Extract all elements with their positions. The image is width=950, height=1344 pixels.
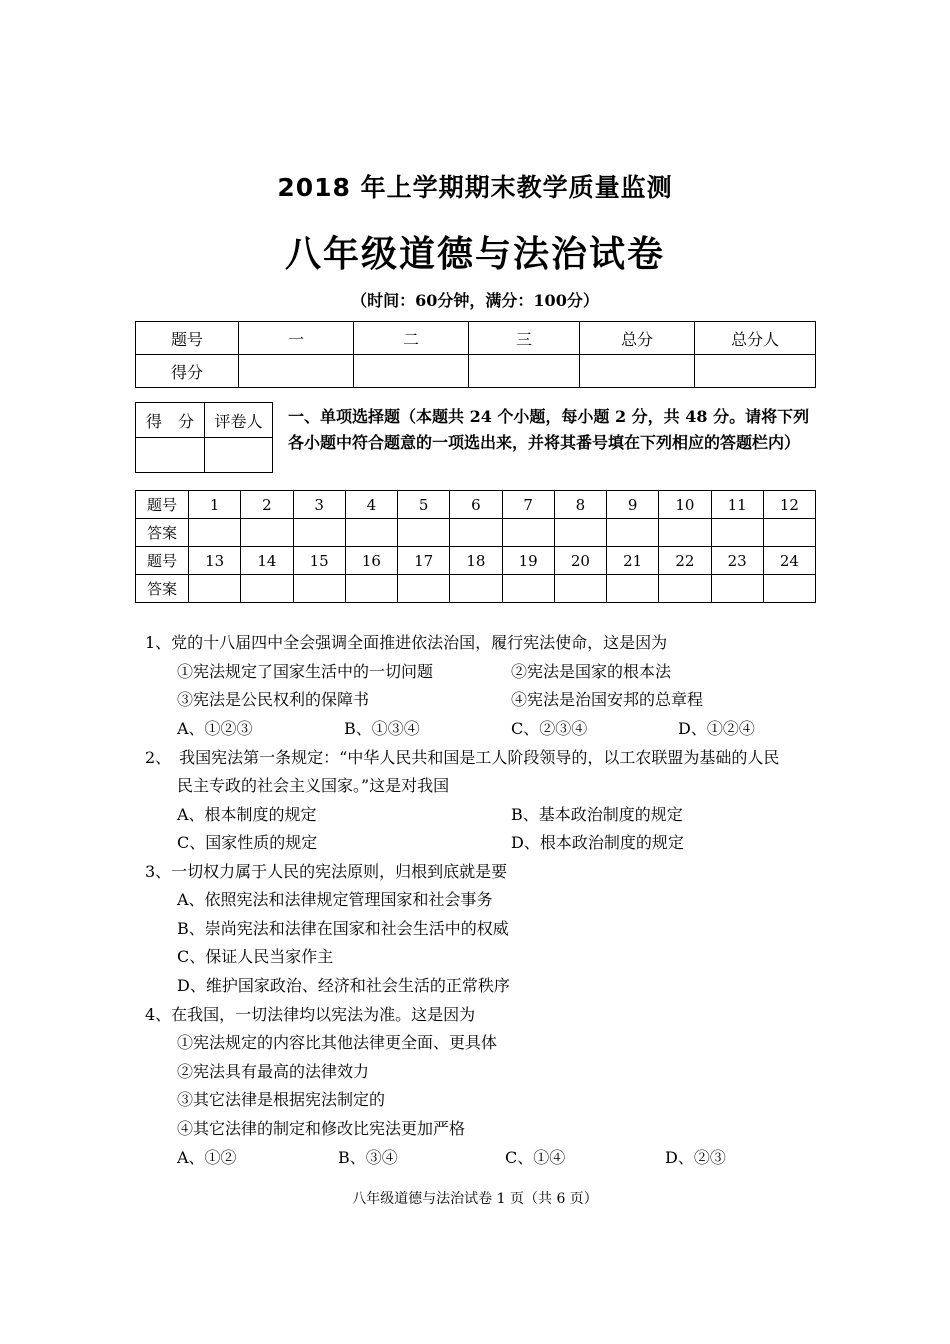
q4-statement-1: ①宪法规定的内容比其他法律更全面、更具体 [177, 1033, 498, 1052]
answer-cell[interactable] [711, 519, 763, 547]
q4-option-d[interactable]: D、②③ [665, 1148, 726, 1167]
q1-option-c[interactable]: C、②③④ [511, 719, 588, 738]
q2-stem-line2: 民主专政的社会主义国家。”这是对我国 [177, 776, 450, 795]
answer-num-15: 15 [293, 547, 345, 575]
exam-subtitle: （时间：60分钟，满分：100分） [351, 291, 599, 310]
answer-cell[interactable] [659, 519, 711, 547]
q1-option-d[interactable]: D、①②④ [678, 719, 755, 738]
score-col-grader: 总分人 [695, 322, 816, 355]
score-col-3: 三 [469, 322, 580, 355]
score-col-1: 一 [239, 322, 354, 355]
grader-score-cell[interactable] [136, 438, 205, 473]
section1-heading: 一、单项选择题（本题共 24 个小题，每小题 2 分，共 48 分。请将下列各小题中符合题意的一项选出来，并将其番号填在下列相应的答题栏内） [288, 407, 810, 452]
q3-option-b[interactable]: B、崇尚宪法和法律在国家和社会生活中的权威 [177, 919, 509, 938]
q3-option-a[interactable]: A、依照宪法和法律规定管理国家和社会事务 [177, 890, 493, 909]
q4-statement-2: ②宪法具有最高的法律效力 [177, 1062, 370, 1081]
q2-option-b[interactable]: B、基本政治制度的规定 [511, 805, 683, 824]
answer-cell[interactable] [345, 519, 397, 547]
answer-ans-label: 答案 [136, 519, 189, 547]
score-cell[interactable] [580, 355, 695, 388]
answer-cell[interactable] [241, 519, 293, 547]
answer-cell[interactable] [398, 575, 450, 603]
score-col-total: 总分 [580, 322, 695, 355]
exam-title-line2: 八年级道德与法治试卷 [284, 233, 665, 275]
answer-cell[interactable] [189, 575, 241, 603]
score-cell[interactable] [469, 355, 580, 388]
q4-option-a[interactable]: A、①② [177, 1148, 237, 1167]
q3-option-d[interactable]: D、维护国家政治、经济和社会生活的正常秩序 [177, 976, 510, 995]
score-cell[interactable] [239, 355, 354, 388]
q2-stem-line1: 2、 我国宪法第一条规定：“中华人民共和国是工人阶段领导的，以工农联盟为基础的人民 [145, 748, 780, 767]
answer-num-18: 18 [450, 547, 502, 575]
answer-num-23: 23 [711, 547, 763, 575]
q1-option-b[interactable]: B、①③④ [344, 719, 420, 738]
answer-cell[interactable] [450, 575, 502, 603]
exam-title-line1: 2018 年上学期期末教学质量监测 [277, 173, 673, 202]
answer-num-13: 13 [189, 547, 241, 575]
answer-num-12: 12 [763, 491, 815, 519]
q1-statement-1: ①宪法规定了国家生活中的一切问题 [177, 662, 434, 681]
answer-num-20: 20 [554, 547, 606, 575]
answer-num-9: 9 [607, 491, 659, 519]
grader-box [135, 402, 273, 473]
score-table [135, 321, 816, 388]
page-footer: 八年级道德与法治试卷 1 页（共 6 页） [352, 1191, 598, 1207]
answer-num-22: 22 [659, 547, 711, 575]
answer-num-24: 24 [763, 547, 815, 575]
q4-statement-3: ③其它法律是根据宪法制定的 [177, 1090, 386, 1109]
score-row-label: 得分 [136, 355, 239, 388]
q2-option-d[interactable]: D、根本政治制度的规定 [511, 833, 684, 852]
answer-num-2: 2 [241, 491, 293, 519]
answer-num-label: 题号 [136, 547, 189, 575]
answer-num-6: 6 [450, 491, 502, 519]
answer-cell[interactable] [711, 575, 763, 603]
score-cell[interactable] [354, 355, 469, 388]
answer-num-5: 5 [398, 491, 450, 519]
answer-num-21: 21 [607, 547, 659, 575]
answer-cell[interactable] [554, 575, 606, 603]
answer-cell[interactable] [763, 575, 815, 603]
answer-num-11: 11 [711, 491, 763, 519]
answer-cell[interactable] [763, 519, 815, 547]
q3-option-c[interactable]: C、保证人民当家作主 [177, 947, 334, 966]
q1-stem: 1、党的十八届四中全会强调全面推进依法治国，履行宪法使命，这是因为 [145, 633, 668, 652]
answer-num-4: 4 [345, 491, 397, 519]
grader-name-cell[interactable] [205, 438, 273, 473]
answer-cell[interactable] [502, 519, 554, 547]
score-header-label: 题号 [136, 322, 239, 355]
answer-cell[interactable] [293, 519, 345, 547]
answer-num-19: 19 [502, 547, 554, 575]
answer-cell[interactable] [450, 519, 502, 547]
q2-option-c[interactable]: C、国家性质的规定 [177, 833, 318, 852]
answer-num-8: 8 [554, 491, 606, 519]
q1-statement-4: ④宪法是治国安邦的总章程 [511, 690, 704, 709]
answer-num-3: 3 [293, 491, 345, 519]
answer-cell[interactable] [554, 519, 606, 547]
answer-cell[interactable] [659, 575, 711, 603]
answer-table [135, 490, 816, 603]
grader-score-label: 得 分 [136, 403, 205, 438]
q3-stem: 3、一切权力属于人民的宪法原则，归根到底就是要 [145, 862, 508, 881]
answer-cell[interactable] [502, 575, 554, 603]
answer-cell[interactable] [398, 519, 450, 547]
answer-cell[interactable] [607, 519, 659, 547]
answer-cell[interactable] [189, 519, 241, 547]
q4-stem: 4、在我国，一切法律均以宪法为准。这是因为 [145, 1005, 476, 1024]
score-cell[interactable] [695, 355, 816, 388]
answer-num-16: 16 [345, 547, 397, 575]
answer-ans-label: 答案 [136, 575, 189, 603]
q1-option-a[interactable]: A、①②③ [177, 719, 253, 738]
q1-statement-3: ③宪法是公民权利的保障书 [177, 690, 370, 709]
answer-num-label: 题号 [136, 491, 189, 519]
answer-cell[interactable] [607, 575, 659, 603]
q2-option-a[interactable]: A、根本制度的规定 [177, 805, 317, 824]
answer-num-1: 1 [189, 491, 241, 519]
answer-cell[interactable] [345, 575, 397, 603]
q1-statement-2: ②宪法是国家的根本法 [511, 662, 672, 681]
grader-name-label: 评卷人 [205, 403, 273, 438]
q4-option-c[interactable]: C、①④ [505, 1148, 566, 1167]
answer-num-14: 14 [241, 547, 293, 575]
q4-option-b[interactable]: B、③④ [338, 1148, 398, 1167]
answer-num-7: 7 [502, 491, 554, 519]
answer-num-10: 10 [659, 491, 711, 519]
answer-cell[interactable] [293, 575, 345, 603]
answer-cell[interactable] [241, 575, 293, 603]
answer-num-17: 17 [398, 547, 450, 575]
q4-statement-4: ④其它法律的制定和修改比宪法更加严格 [177, 1119, 466, 1138]
score-col-2: 二 [354, 322, 469, 355]
